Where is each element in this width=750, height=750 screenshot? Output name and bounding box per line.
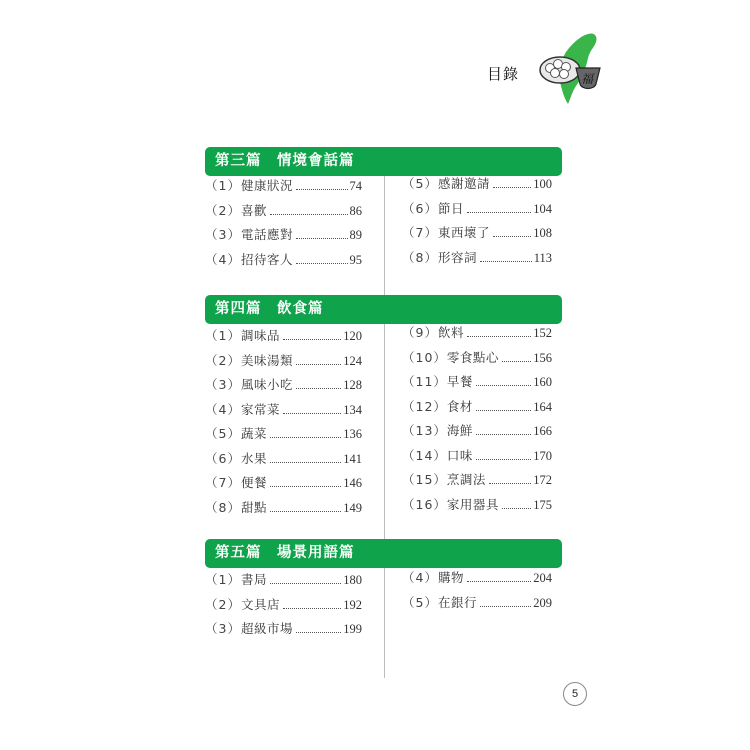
toc-entry[interactable] (205, 176, 362, 193)
entry-page: 180 (343, 573, 362, 587)
entry-number: （5） (205, 426, 241, 441)
toc-entry[interactable] (402, 372, 552, 389)
toc-entry[interactable] (205, 473, 362, 490)
toc-entry[interactable] (205, 449, 362, 466)
toc-entry[interactable] (205, 570, 362, 587)
entry-title: 食材 (446, 398, 473, 414)
entry-page: 104 (533, 201, 552, 216)
toc-entry[interactable] (205, 375, 362, 392)
entry-page: 136 (343, 427, 362, 441)
dot-leader (270, 437, 341, 438)
entry-number: （3） (205, 227, 241, 243)
entry-number: （6） (402, 200, 438, 216)
entry-page: 95 (349, 252, 362, 267)
entry-title: 飲料 (437, 325, 464, 340)
entry-page: 192 (343, 597, 362, 612)
dot-leader (283, 608, 341, 609)
section-heading: 第四篇 飲食篇 (205, 295, 562, 324)
entry-page: 175 (533, 497, 552, 512)
toc-entry[interactable] (402, 174, 552, 191)
dot-leader (476, 434, 531, 435)
entry-title: 電話應對 (240, 227, 293, 243)
dot-leader (296, 238, 348, 239)
entry-number: （9） (402, 325, 438, 340)
entry-number: （14） (402, 447, 447, 463)
entry-number: （1） (205, 328, 241, 343)
toc-entry[interactable] (205, 351, 362, 368)
entry-title: 東西壞了 (437, 225, 490, 241)
toc-entry[interactable] (402, 568, 552, 585)
entry-number: （2） (205, 596, 241, 612)
toc-entry[interactable] (402, 495, 552, 512)
dot-leader (270, 462, 341, 463)
toc-entry[interactable] (402, 348, 552, 365)
entry-page: 128 (343, 378, 362, 392)
entry-number: （13） (402, 423, 447, 438)
page-title: 目錄 (487, 65, 520, 83)
entry-page: 166 (533, 424, 552, 438)
entry-title: 零食點心 (446, 349, 499, 365)
entry-number: （10） (402, 349, 447, 365)
entry-title: 海鮮 (446, 423, 473, 438)
entry-title: 節日 (437, 200, 464, 216)
entry-page: 120 (343, 329, 362, 343)
dot-leader (283, 413, 341, 414)
entry-number: （5） (402, 176, 438, 191)
entry-page: 113 (533, 250, 552, 265)
toc-entry[interactable] (402, 421, 552, 438)
taiwan-map-rice-bowl-icon (530, 28, 610, 108)
entry-title: 文具店 (240, 596, 280, 612)
entry-title: 口味 (446, 447, 473, 463)
entry-title: 水果 (240, 450, 267, 466)
entry-page: 134 (343, 402, 362, 417)
entry-number: （7） (402, 225, 438, 241)
toc-entry[interactable] (402, 223, 552, 240)
entry-number: （1） (205, 572, 241, 587)
entry-page: 172 (533, 473, 552, 487)
entry-title: 調味品 (240, 328, 280, 343)
entry-title: 早餐 (446, 374, 473, 389)
entry-number: （8） (402, 249, 438, 265)
entry-number: （7） (205, 475, 241, 490)
entry-page: 100 (533, 177, 552, 191)
entry-title: 蔬菜 (240, 426, 267, 441)
toc-entry[interactable] (402, 248, 552, 265)
toc-section (205, 539, 562, 678)
entry-title: 家用器具 (446, 496, 499, 512)
entry-page: 156 (533, 350, 552, 365)
entry-title: 風味小吃 (240, 377, 293, 392)
toc-entry[interactable] (205, 250, 362, 267)
dot-leader (270, 583, 341, 584)
toc-section (205, 295, 562, 555)
dot-leader (476, 385, 531, 386)
entry-number: （1） (205, 178, 241, 193)
toc-entry[interactable] (402, 397, 552, 414)
entry-page: 89 (349, 228, 362, 243)
entry-number: （8） (205, 499, 241, 515)
entry-title: 甜點 (240, 499, 267, 515)
entry-title: 書局 (240, 572, 267, 587)
entry-title: 家常菜 (240, 401, 280, 417)
entry-number: （5） (402, 594, 438, 610)
entry-title: 招待客人 (240, 251, 293, 267)
entry-number: （2） (205, 202, 241, 218)
dot-leader (296, 263, 348, 264)
dot-leader (502, 508, 531, 509)
dot-leader (493, 236, 531, 237)
entry-number: （15） (402, 472, 447, 487)
entry-title: 在銀行 (437, 594, 477, 610)
toc-entry[interactable] (205, 619, 362, 636)
section-heading: 第三篇 情境會話篇 (205, 147, 562, 176)
entry-number: （16） (402, 496, 447, 512)
dot-leader (296, 189, 348, 190)
dot-leader (283, 339, 341, 340)
dot-leader (296, 388, 341, 389)
entry-title: 購物 (437, 570, 464, 585)
column-divider (384, 324, 385, 555)
toc-entry[interactable] (402, 199, 552, 216)
toc-entry[interactable] (402, 323, 552, 340)
dot-leader (467, 336, 531, 337)
dot-leader (489, 483, 531, 484)
dot-leader (476, 410, 531, 411)
toc-entry[interactable] (205, 400, 362, 417)
entry-number: （3） (205, 621, 241, 637)
entry-page: 124 (343, 353, 362, 368)
dot-leader (502, 361, 531, 362)
dot-leader (480, 606, 531, 607)
emblem-label: 福 (581, 72, 594, 86)
dot-leader (270, 511, 341, 512)
entry-number: （4） (205, 401, 241, 417)
entry-number: （4） (205, 251, 241, 267)
entry-number: （4） (402, 570, 438, 585)
entry-title: 形容詞 (437, 249, 477, 265)
entry-number: （11） (402, 374, 447, 389)
section-heading: 第五篇 場景用語篇 (205, 539, 562, 568)
dot-leader (270, 214, 348, 215)
entry-page: 86 (349, 203, 362, 218)
entry-number: （3） (205, 377, 241, 392)
entry-number: （6） (205, 450, 241, 466)
dot-leader (467, 212, 531, 213)
entry-page: 164 (533, 399, 552, 414)
dot-leader (270, 486, 341, 487)
entry-page: 146 (343, 476, 362, 490)
entry-page: 204 (533, 571, 552, 585)
entry-number: （12） (402, 398, 447, 414)
entry-title: 便餐 (240, 475, 267, 490)
entry-title: 美味湯類 (240, 352, 293, 368)
page-number: 5 (563, 682, 587, 706)
entry-page: 74 (349, 179, 362, 193)
entry-title: 感謝邀請 (437, 176, 490, 191)
entry-page: 149 (343, 500, 362, 515)
toc-entry[interactable] (402, 446, 552, 463)
column-divider (384, 568, 385, 678)
toc-entry[interactable] (402, 593, 552, 610)
entry-title: 健康狀況 (240, 178, 293, 193)
toc-entry[interactable] (205, 225, 362, 242)
entry-page: 199 (343, 622, 362, 637)
dot-leader (476, 459, 531, 460)
dot-leader (296, 632, 341, 633)
dot-leader (493, 187, 531, 188)
entry-page: 160 (533, 375, 552, 389)
entry-title: 喜歡 (240, 202, 267, 218)
entry-page: 141 (343, 451, 362, 466)
entry-page: 108 (533, 226, 552, 241)
entry-title: 烹調法 (446, 472, 486, 487)
toc-entry[interactable] (205, 498, 362, 515)
entry-page: 209 (533, 595, 552, 610)
dot-leader (480, 261, 532, 262)
entry-page: 170 (533, 448, 552, 463)
dot-leader (296, 364, 341, 365)
toc-entry[interactable] (402, 470, 552, 487)
dot-leader (467, 581, 531, 582)
toc-entry[interactable] (205, 326, 362, 343)
entry-page: 152 (533, 326, 552, 340)
entry-title: 超級市場 (240, 621, 293, 637)
toc-entry[interactable] (205, 424, 362, 441)
toc-entry[interactable] (205, 201, 362, 218)
toc-entry[interactable] (205, 595, 362, 612)
entry-number: （2） (205, 352, 241, 368)
